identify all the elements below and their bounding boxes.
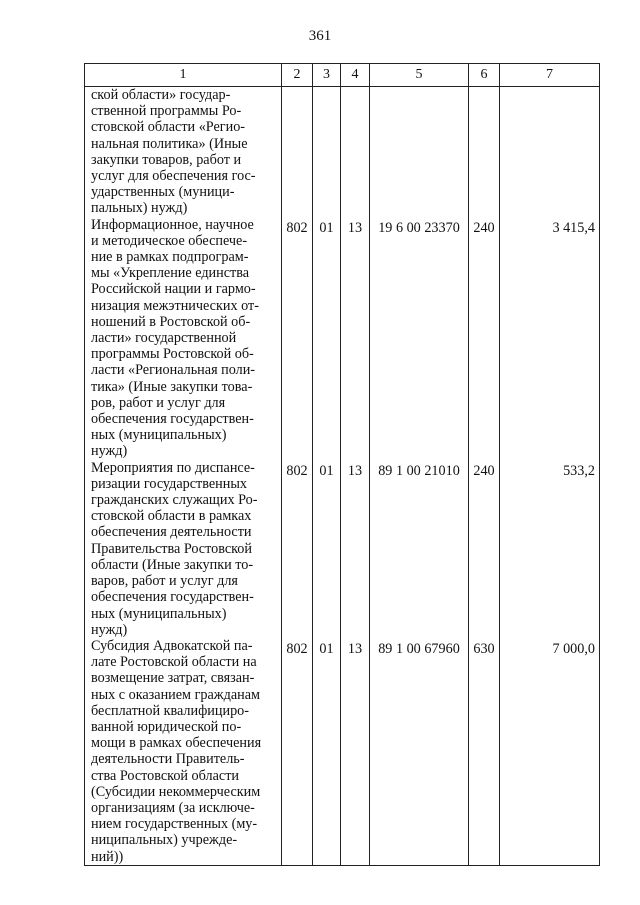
column-header-4: 4 xyxy=(341,64,370,87)
table-row xyxy=(85,460,600,638)
page-number: 361 xyxy=(308,28,332,44)
cell-expense-type: 240 xyxy=(469,460,500,638)
row-description: ской области» государ- ственной программы Ро- стовской области «Регио- нальная политика» (Иные закупки товаров, работ и услуг для обеспечения гос- ударственных (муници- пальных) нужд) xyxy=(91,87,256,217)
cell-ministry-code: 802 xyxy=(282,217,313,460)
budget-table xyxy=(84,63,600,866)
cell-target-article: 89 1 00 21010 xyxy=(370,460,469,638)
row-description-cell xyxy=(85,460,282,638)
cell-target-article xyxy=(370,87,469,217)
cell-ministry-code: 802 xyxy=(282,460,313,638)
row-description-cell xyxy=(85,217,282,460)
table-row xyxy=(85,87,600,217)
cell-section: 01 xyxy=(313,460,341,638)
cell-subsection: 13 xyxy=(341,638,370,865)
table-row xyxy=(85,638,600,865)
cell-target-article: 19 6 00 23370 xyxy=(370,217,469,460)
row-description: Информационное, научное и методическое обеспече- ние в рамках подпрограм- мы «Укрепление единства Российской нации и гармо- низация межэтнических от- ношений в Ростовской об- ласти» государственной программы Ростовской об- ласти «Региональная поли- тика» (Иные закупки това- ров, работ и услуг для обеспечения государствен- ных (муниципальных) нужд) xyxy=(91,216,259,460)
column-header-7: 7 xyxy=(500,64,600,87)
column-header-2: 2 xyxy=(282,64,313,87)
header-row xyxy=(85,64,600,87)
column-header-1: 1 xyxy=(85,64,282,87)
cell-expense-type: 240 xyxy=(469,217,500,460)
row-description: Мероприятия по диспансе- ризации государственных гражданских служащих Ро- стовской области в рамках обеспечения деятельности Правительства Ростовской области (Иные закупки то- варов, работ и услуг для обеспечения государствен- ных (муниципальных) нужд) xyxy=(91,459,258,638)
cell-amount: 7 000,0 xyxy=(500,638,600,865)
column-header-5: 5 xyxy=(370,64,469,87)
cell-section xyxy=(313,87,341,217)
cell-amount: 533,2 xyxy=(500,460,600,638)
cell-target-article: 89 1 00 67960 xyxy=(370,638,469,865)
cell-subsection: 13 xyxy=(341,217,370,460)
cell-amount: 3 415,4 xyxy=(500,217,600,460)
cell-subsection: 13 xyxy=(341,460,370,638)
cell-subsection xyxy=(341,87,370,217)
column-header-6: 6 xyxy=(469,64,500,87)
cell-section: 01 xyxy=(313,638,341,865)
row-description-cell xyxy=(85,87,282,217)
cell-ministry-code: 802 xyxy=(282,638,313,865)
row-description: Субсидия Адвокатской па- лате Ростовской области на возмещение затрат, связан- ных с оказанием гражданам бесплатной квалифициро- ванной юридической по- мощи в рамках обеспечения деятельности Правитель- ства Ростовской области (Субсидии некоммерческим организациям (за исключе- нием государственных (му- ниципальных) учрежде- ний)) xyxy=(91,637,262,865)
cell-section: 01 xyxy=(313,217,341,460)
column-header-3: 3 xyxy=(313,64,341,87)
table-row xyxy=(85,217,600,460)
cell-expense-type: 630 xyxy=(469,638,500,865)
cell-amount xyxy=(500,87,600,217)
row-description-cell xyxy=(85,638,282,865)
cell-expense-type xyxy=(469,87,500,217)
cell-ministry-code xyxy=(282,87,313,217)
